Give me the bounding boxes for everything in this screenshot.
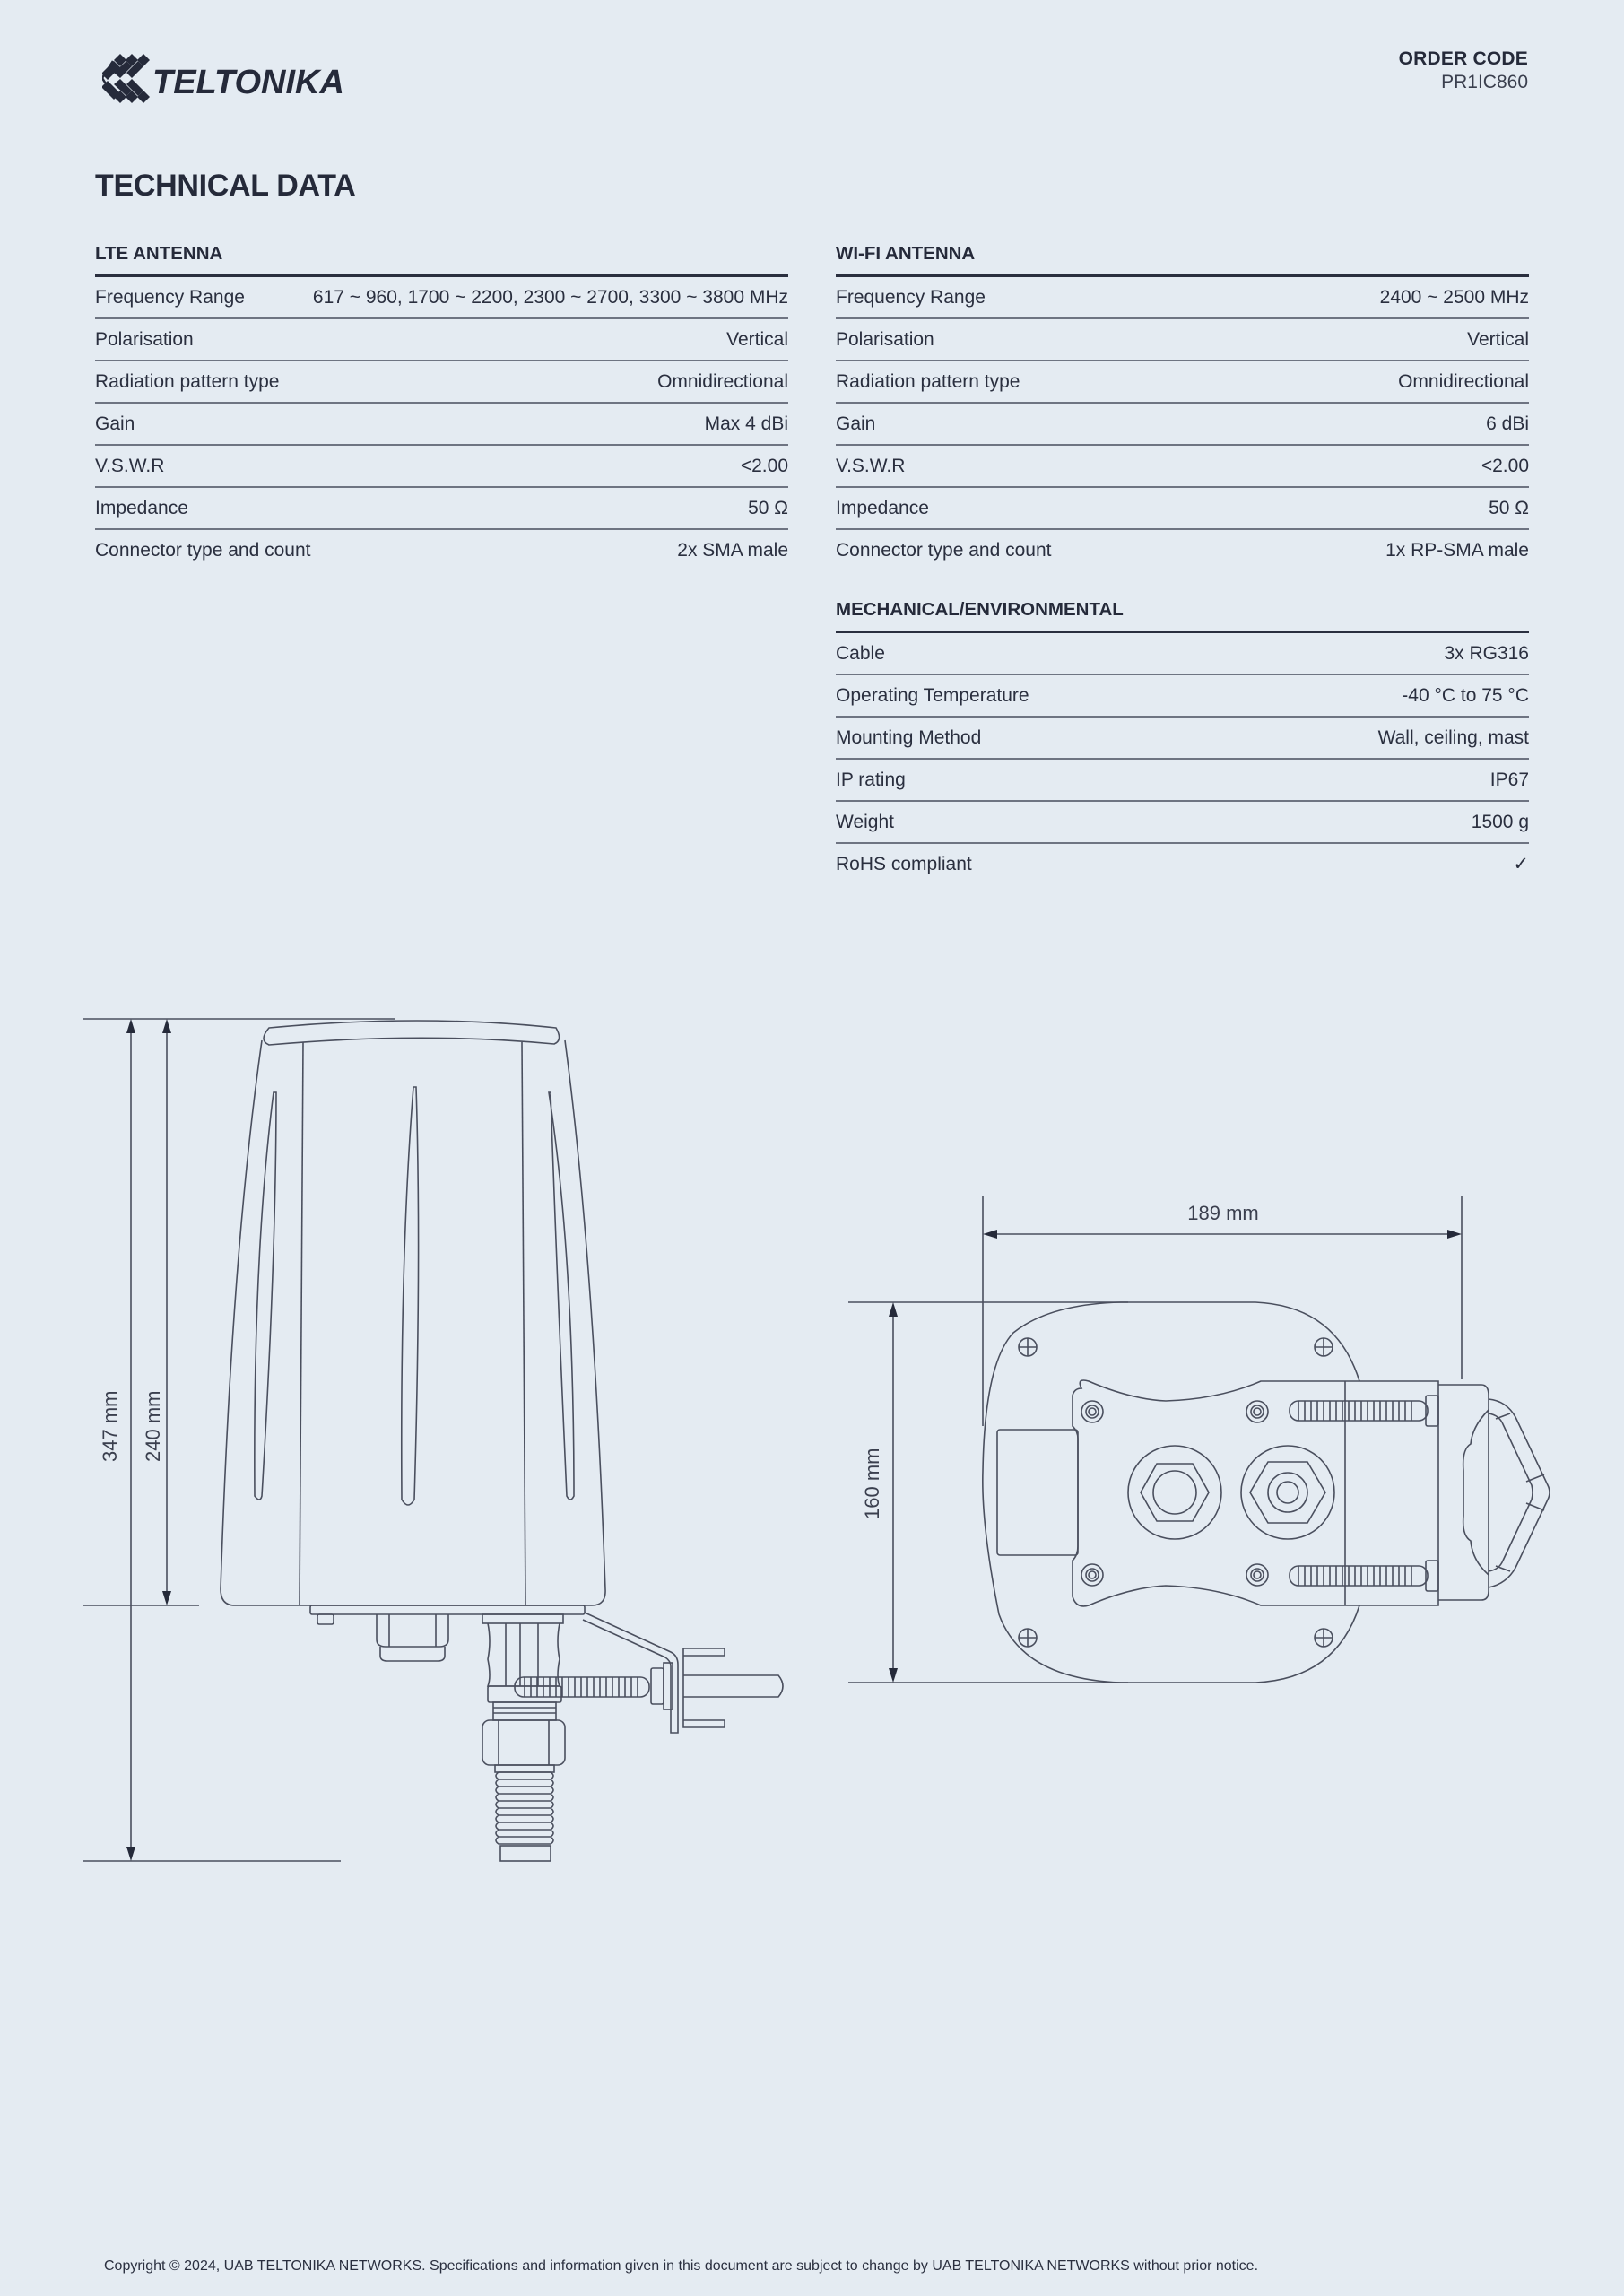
spec-value: 3x RG316 — [1444, 642, 1529, 664]
teltonika-logo — [102, 50, 362, 106]
spec-label: Impedance — [836, 497, 929, 518]
spec-value: 2x SMA male — [677, 539, 788, 561]
spec-label: Frequency Range — [836, 286, 986, 308]
spec-value: 50 Ω — [1489, 497, 1529, 518]
spec-value: Omnidirectional — [657, 370, 788, 392]
table-row — [836, 802, 1529, 844]
teltonika-chevron-icon — [102, 50, 362, 106]
spec-value: IP67 — [1489, 769, 1529, 790]
spec-value: Wall, ceiling, mast — [1377, 726, 1529, 748]
table-row — [836, 760, 1529, 802]
spec-value: 617 ~ 960, 1700 ~ 2200, 2300 ~ 2700, 3300 ~ 3800 MHz — [312, 286, 788, 308]
spec-value: Max 4 dBi — [704, 413, 788, 434]
table-row — [95, 530, 788, 570]
wifi-antenna-table — [836, 239, 1529, 570]
spec-label: Polarisation — [836, 328, 934, 350]
table-row — [836, 446, 1529, 488]
spec-label: Connector type and count — [95, 539, 311, 561]
spec-value: 1500 g — [1471, 811, 1529, 832]
spec-label: Impedance — [95, 497, 188, 518]
table-row — [95, 404, 788, 446]
spec-label: Frequency Range — [95, 286, 245, 308]
table-row — [836, 530, 1529, 570]
spec-label: Gain — [836, 413, 876, 434]
table-row — [95, 361, 788, 404]
section-heading: MECHANICAL/ENVIRONMENTAL — [836, 595, 1529, 633]
spec-value: Omnidirectional — [1398, 370, 1529, 392]
spec-value: 2400 ~ 2500 MHz — [1379, 286, 1529, 308]
section-heading: WI-FI ANTENNA — [836, 239, 1529, 277]
dim-width: 189 mm — [1187, 1202, 1259, 1224]
spec-label: Weight — [836, 811, 894, 832]
spec-value: <2.00 — [1481, 455, 1529, 476]
spec-value: Vertical — [1467, 328, 1529, 350]
spec-value: 1x RP-SMA male — [1385, 539, 1529, 561]
spec-value: Vertical — [726, 328, 788, 350]
spec-label: Radiation pattern type — [836, 370, 1020, 392]
spec-value: 6 dBi — [1486, 413, 1529, 434]
spec-value: 50 Ω — [748, 497, 788, 518]
mechanical-environmental-table — [836, 595, 1529, 884]
spec-label: Gain — [95, 413, 135, 434]
table-row — [836, 718, 1529, 760]
table-row — [95, 277, 788, 319]
order-code-label: ORDER CODE — [1398, 48, 1528, 69]
table-row — [836, 319, 1529, 361]
table-row — [836, 488, 1529, 530]
order-code-value: PR1IC860 — [1441, 72, 1528, 92]
spec-label: Connector type and count — [836, 539, 1052, 561]
spec-label: Cable — [836, 642, 885, 664]
spec-label: IP rating — [836, 769, 906, 790]
svg-text:TELTONIKA: TELTONIKA — [152, 64, 344, 101]
dim-depth: 160 mm — [861, 1448, 883, 1519]
rohs-check-icon: ✓ — [1513, 854, 1529, 874]
table-row — [836, 675, 1529, 718]
spec-value: <2.00 — [740, 455, 788, 476]
table-row — [836, 361, 1529, 404]
spec-label: Radiation pattern type — [95, 370, 280, 392]
page-title: TECHNICAL DATA — [95, 169, 356, 203]
dim-body-height: 240 mm — [142, 1390, 164, 1462]
dim-total-height: 347 mm — [99, 1390, 121, 1462]
table-row — [95, 488, 788, 530]
table-row — [836, 633, 1529, 675]
table-row — [95, 446, 788, 488]
table-row — [836, 844, 1529, 884]
spec-label: V.S.W.R — [95, 455, 165, 476]
spec-label: Polarisation — [95, 328, 194, 350]
order-code-block — [1399, 48, 1528, 93]
table-row — [95, 319, 788, 361]
spec-value: -40 °C to 75 °C — [1402, 684, 1529, 706]
table-row — [836, 404, 1529, 446]
lte-antenna-table — [95, 239, 788, 570]
bottom-view-drawing — [0, 1166, 1624, 1704]
spec-label: Operating Temperature — [836, 684, 1029, 706]
antenna-bottom-view-icon — [0, 1166, 1624, 1704]
table-row — [836, 277, 1529, 319]
spec-label: RoHS compliant — [836, 853, 972, 874]
spec-label: Mounting Method — [836, 726, 982, 748]
copyright-footer: Copyright © 2024, UAB TELTONIKA NETWORKS. Specifications and information given in this document are subject to change by UAB TELTONIKA NETWORKS without prior notice. — [104, 2258, 1259, 2274]
spec-label: V.S.W.R — [836, 455, 906, 476]
section-heading: LTE ANTENNA — [95, 239, 788, 277]
